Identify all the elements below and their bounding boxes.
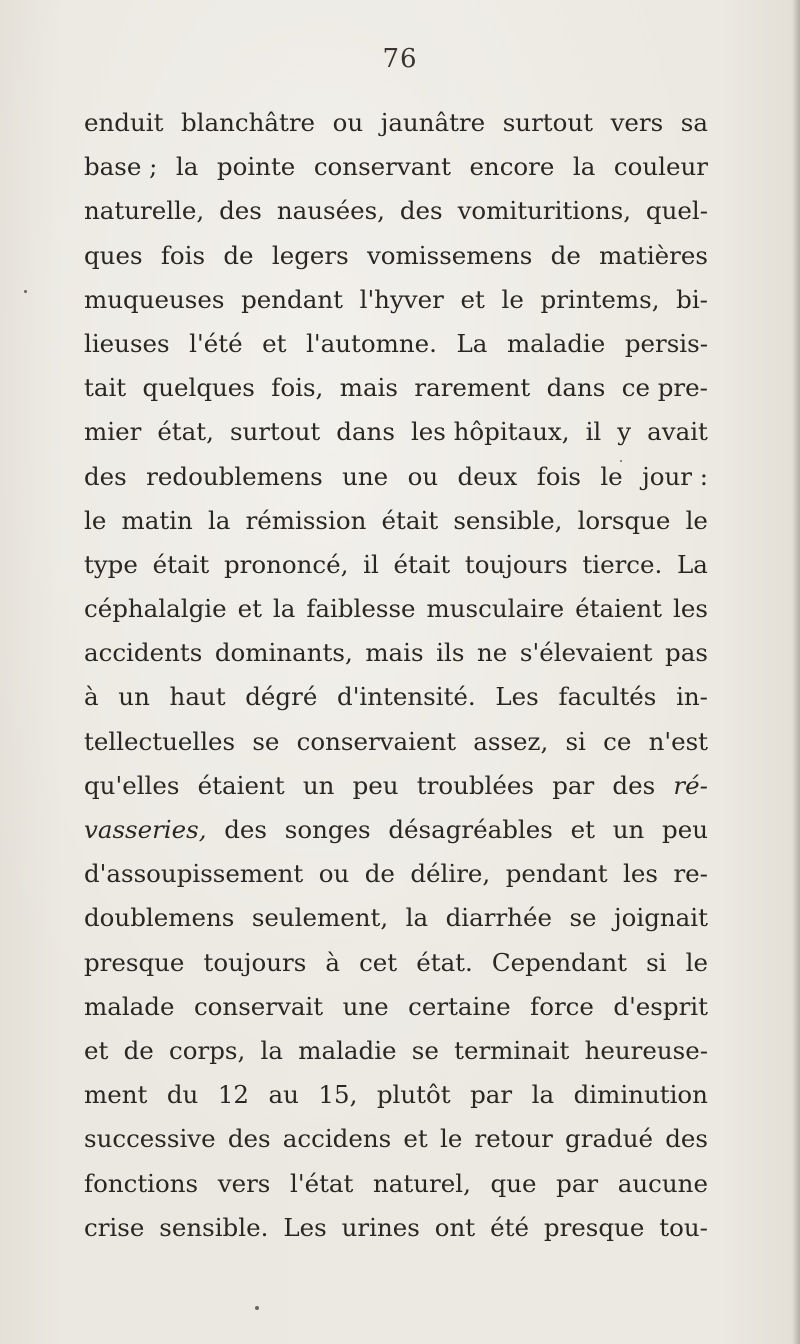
word: maladie (298, 1035, 397, 1065)
word: si (646, 947, 667, 977)
word: un (118, 682, 150, 712)
word: vers (610, 108, 664, 137)
body-text (84, 101, 708, 1250)
word: étaient (575, 594, 663, 624)
text-line (84, 1073, 708, 1117)
text-line (84, 941, 708, 985)
word: il (363, 549, 379, 579)
word: mier (84, 417, 142, 447)
word: se (411, 1035, 439, 1065)
word: accidens (282, 1124, 392, 1154)
word: et (403, 1124, 428, 1154)
word: la (175, 152, 199, 182)
word: qu'elles (84, 770, 180, 800)
word: tellectuelles (84, 726, 236, 756)
word: ment (84, 1080, 148, 1110)
word: l'état (290, 1168, 354, 1198)
word: de (364, 859, 395, 889)
word: haut (169, 682, 226, 712)
word: il (585, 417, 602, 447)
word: muqueuses (84, 284, 225, 314)
word: que (490, 1168, 537, 1198)
word: vers (217, 1168, 271, 1198)
word: musculaire (426, 594, 565, 624)
word: tou- (659, 1212, 708, 1242)
word: étaient (197, 770, 285, 800)
word: 15, (318, 1080, 358, 1110)
word: était (381, 505, 439, 535)
word: certaine (408, 991, 511, 1021)
word: cet (359, 947, 398, 977)
word: deux (457, 461, 518, 491)
word: mais (365, 638, 424, 668)
word: surtout (229, 417, 321, 447)
word: plutôt (376, 1080, 451, 1110)
word: peu (662, 815, 708, 844)
word: fonctions (84, 1168, 199, 1198)
text-line (84, 278, 708, 322)
word: par (552, 770, 595, 800)
word: urines (341, 1212, 420, 1242)
word: persis- (624, 328, 708, 358)
word: printems, (540, 284, 660, 314)
word: été (490, 1212, 529, 1242)
word: l'été (189, 328, 243, 358)
word: encore (469, 152, 555, 182)
word: dominants, (214, 638, 353, 668)
word: nausées, (276, 196, 385, 226)
word: y (617, 417, 632, 447)
word: faiblesse (306, 594, 416, 624)
word: prononcé, (223, 549, 349, 579)
word: désagréables (388, 815, 553, 844)
word: in- (676, 682, 708, 712)
word: et (262, 328, 287, 358)
text-line (84, 234, 708, 278)
word: peu (352, 770, 399, 800)
word: se (569, 903, 597, 933)
word: le (439, 1124, 463, 1154)
word: heureuse- (584, 1035, 708, 1065)
word: re- (673, 859, 708, 889)
word: et (570, 815, 595, 844)
word: d'assoupissement (84, 859, 304, 889)
word: aucune (617, 1168, 708, 1198)
italic-word: ré- (673, 770, 708, 800)
word: de (223, 240, 254, 270)
text-line (84, 1117, 708, 1161)
word: doublemens (84, 903, 235, 933)
word: ne (477, 638, 508, 668)
word: type (84, 549, 138, 579)
word: pointe (216, 152, 296, 182)
word: mais (339, 373, 398, 403)
word: troublées (416, 770, 534, 800)
word: Cependant (491, 947, 628, 977)
paper-speck (24, 290, 27, 293)
word: la (207, 505, 231, 535)
word: des (219, 196, 262, 226)
text-line (84, 808, 708, 852)
word: La (677, 549, 708, 579)
word: se (252, 726, 280, 756)
word: des (84, 461, 127, 491)
word: et (460, 284, 485, 314)
text-line (84, 896, 708, 940)
paper-speck (255, 1306, 259, 1310)
text-line (84, 631, 708, 675)
page-edge-shadow (792, 0, 800, 1344)
word: des (227, 1124, 271, 1154)
word: enduit (84, 108, 164, 137)
word: conservait (193, 991, 324, 1021)
word: la (531, 1080, 555, 1110)
word: sa (680, 108, 708, 137)
word: des (612, 770, 656, 800)
word: matières (599, 240, 708, 270)
word: accidents (84, 638, 203, 668)
text-line (84, 145, 708, 189)
word: joignait (614, 903, 708, 933)
word: était (152, 549, 210, 579)
word: au (268, 1080, 299, 1110)
text-line (84, 101, 708, 145)
word: la (405, 903, 429, 933)
word: de (123, 1035, 154, 1065)
word: jaunâtre (380, 108, 486, 137)
word: jour : (642, 461, 708, 491)
word: le (685, 505, 708, 535)
word: les (623, 859, 658, 889)
word: par (556, 1168, 599, 1198)
word: si (565, 726, 586, 756)
word: les hôpitaux, (410, 417, 570, 447)
text-line (84, 543, 708, 587)
word: délire, (410, 859, 491, 889)
word: n'est (648, 726, 708, 756)
word: et (237, 594, 262, 624)
word: pas (665, 638, 708, 668)
word: 12 (217, 1080, 250, 1110)
word: un (612, 815, 645, 844)
word: d'intensité. (337, 682, 476, 712)
word: l'automne. (306, 328, 437, 358)
word: Les (283, 1212, 327, 1242)
word: le (600, 461, 623, 491)
word: diminution (573, 1080, 708, 1110)
word: le (84, 505, 107, 535)
word: à (84, 682, 99, 712)
word: tierce. (582, 549, 663, 579)
word: état, (157, 417, 214, 447)
word: à (325, 947, 340, 977)
word: Les (495, 682, 539, 712)
word: d'esprit (613, 991, 708, 1021)
word: fois, (271, 373, 324, 403)
text-line (84, 189, 708, 233)
word: sensible. (159, 1212, 269, 1242)
word: dans (336, 417, 395, 447)
word: toujours (203, 947, 307, 977)
word: fois (160, 240, 206, 270)
word: ques (84, 240, 143, 270)
word: songes (284, 815, 371, 844)
word: lieuses (84, 328, 170, 358)
word: malade (84, 991, 175, 1021)
word: le (685, 947, 708, 977)
text-line (84, 499, 708, 543)
text-line (84, 455, 708, 499)
word: conservaient (296, 726, 457, 756)
word: retour (474, 1124, 553, 1154)
text-line (84, 764, 708, 808)
word: ont (434, 1212, 476, 1242)
word: l'hyver (359, 284, 444, 314)
word: des (399, 196, 443, 226)
word: sensible, (453, 505, 563, 535)
word: maladie (506, 328, 606, 358)
word: fois (536, 461, 581, 491)
text-line (84, 1029, 708, 1073)
word: dégré (245, 682, 318, 712)
text-line (84, 587, 708, 631)
word: conservant (313, 152, 451, 182)
word: état. (416, 947, 473, 977)
word: diarrhée (445, 903, 552, 933)
word: du (166, 1080, 199, 1110)
word: un (302, 770, 335, 800)
word: presque (84, 947, 185, 977)
word: une (342, 461, 389, 491)
word: pendant (241, 284, 343, 314)
text-line (84, 410, 708, 454)
word: bi- (676, 284, 708, 314)
word: tait (84, 373, 127, 403)
text-line (84, 985, 708, 1029)
word: le (501, 284, 524, 314)
word: une (342, 991, 389, 1021)
word: vomituritions, (457, 196, 631, 226)
text-line (84, 322, 708, 366)
word: surtout (502, 108, 594, 137)
word: matin (121, 505, 193, 535)
word: des (665, 1124, 708, 1154)
text-line (84, 1206, 708, 1250)
text-line (84, 366, 708, 410)
word: lorsque (577, 505, 671, 535)
word: naturel, (373, 1168, 471, 1198)
word: successive (84, 1124, 216, 1154)
word: dans (546, 373, 606, 403)
word: rarement (414, 373, 531, 403)
word: ou (407, 461, 439, 491)
word: naturelle, (84, 196, 205, 226)
word: ou (318, 859, 350, 889)
word: redoublemens (146, 461, 323, 491)
word: et (84, 1035, 109, 1065)
text-line (84, 675, 708, 719)
text-line (84, 720, 708, 764)
word: facultés (558, 682, 657, 712)
word: la (260, 1035, 283, 1065)
word: la (272, 594, 296, 624)
word: quel- (645, 196, 708, 226)
word: force (530, 991, 594, 1021)
paper-speck (620, 460, 622, 462)
word: blanchâtre (180, 108, 316, 137)
italic-word: vasseries, (84, 815, 207, 844)
word: était (393, 549, 451, 579)
word: des (224, 815, 268, 844)
word: ou (332, 108, 364, 137)
word: gradué (565, 1124, 654, 1154)
word: quelques (142, 373, 255, 403)
word: céphalalgie (84, 594, 227, 624)
text-line (84, 852, 708, 896)
word: base ; (84, 152, 158, 182)
word: la (572, 152, 596, 182)
word: vomissemens (366, 240, 533, 270)
word: de (550, 240, 581, 270)
word: crise (84, 1212, 145, 1242)
word: terminait (454, 1035, 570, 1065)
word: pendant (505, 859, 608, 889)
word: La (456, 328, 488, 358)
word: legers (271, 240, 349, 270)
word: par (470, 1080, 513, 1110)
word: ce pre- (621, 373, 708, 403)
word: avait (647, 417, 708, 447)
word: s'élevaient (519, 638, 653, 668)
page-number: 76 (382, 44, 418, 74)
word: couleur (613, 152, 708, 182)
text-line (84, 1162, 708, 1206)
word: corps, (169, 1035, 246, 1065)
word: presque (543, 1212, 645, 1242)
word: ce (603, 726, 632, 756)
word: seulement, (251, 903, 389, 933)
word: rémission (245, 505, 367, 535)
word: ils (436, 638, 465, 668)
word: les (673, 594, 708, 624)
word: toujours (464, 549, 568, 579)
word: assez, (473, 726, 549, 756)
